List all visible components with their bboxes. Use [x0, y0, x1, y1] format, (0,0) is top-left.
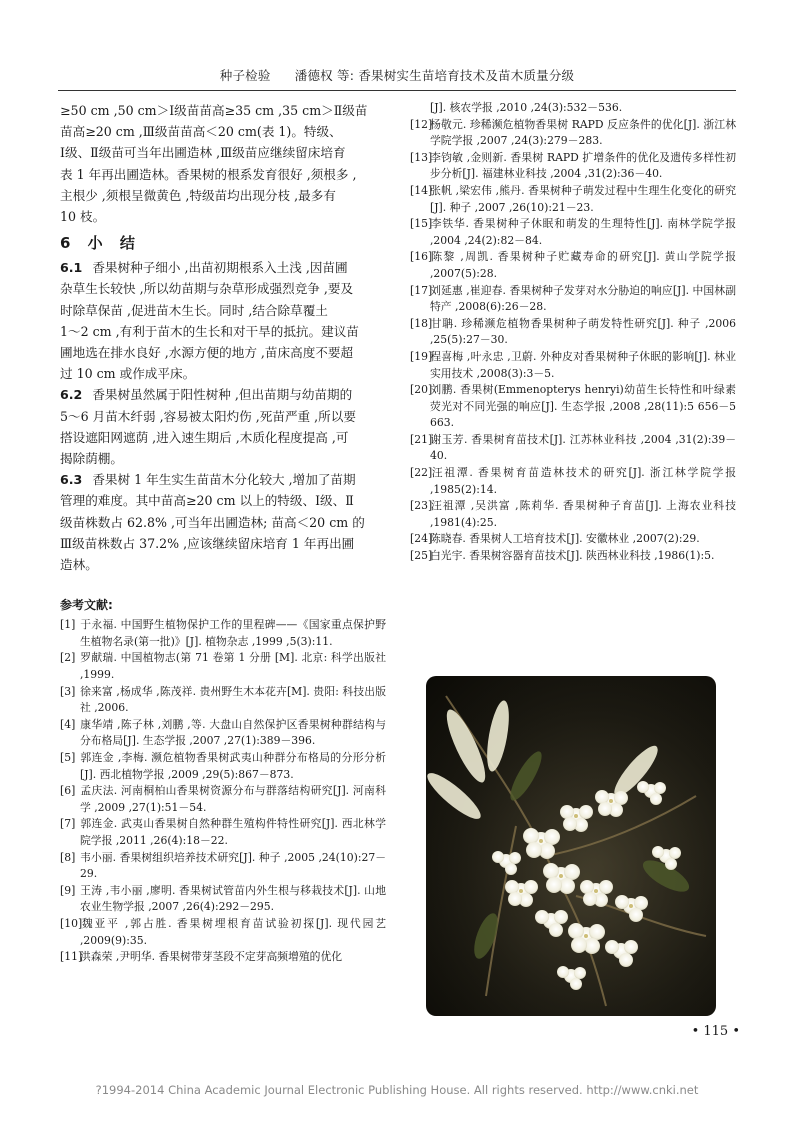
summary-line: 管理的难度。其中苗高≥20 cm 以上的特级、Ⅰ级、Ⅱ [60, 493, 354, 509]
reference-item: [16]陈黎 ,周凯. 香果树种子贮藏寿命的研究[J]. 黄山学院学报 ,2007(5):28. [410, 250, 736, 280]
summary-line: 过 10 cm 或作成平床。 [60, 366, 196, 382]
summary-line: 6.2 香果树虽然属于阳性树种 ,但出苗期与幼苗期的 [60, 387, 353, 403]
reference-item: [4] 康华靖 ,陈子林 ,刘鹏 ,等. 大盘山自然保护区香果树种群结构与分布格局[J]. 生态学报 ,2007 ,27(1):389－396. [60, 717, 386, 748]
reference-item: [22]汪祖潭. 香果树育苗造林技术的研究[J]. 浙江林学院学报 ,1985(2):14. [410, 466, 736, 496]
summary-line: 揭除荫棚。 [60, 451, 123, 467]
summary-line: 1～2 cm ,有利于苗木的生长和对干旱的抵抗。建议苗 [60, 323, 359, 339]
reference-item: [23]汪祖潭 ,吴洪富 ,陈莉华. 香果树种子育苗[J]. 上海农业科技 ,1981(4):25. [410, 499, 736, 529]
intro-paragraph [60, 100, 386, 227]
intro-line: Ⅰ级、Ⅱ级苗可当年出圃造林 ,Ⅲ级苗应继续留床培育 [60, 145, 346, 161]
references-heading: 参考文献: [60, 598, 113, 613]
reference-item: [6] 孟庆法. 河南桐柏山香果树资源分布与群落结构研究[J]. 河南科学 ,2009 ,27(1):51－54. [60, 784, 386, 814]
reference-item: [17]刘延惠 ,崔迎春. 香果树种子发芽对水分胁迫的响应[J]. 中国林副特产 ,2008(6):26－28. [410, 283, 736, 314]
reference-item: [10]魏亚平 ,郭占胜. 香果树埋根育苗试验初探[J]. 现代园艺 ,2009(9):35. [60, 916, 386, 947]
intro-line: 10 枝。 [60, 209, 106, 225]
intro-line: 表 1 年再出圃造林。香果树的根系发育很好 ,须根多 , [60, 166, 357, 182]
summary-line: 造林。 [60, 557, 98, 573]
reference-item: [5] 郭连金 ,李梅. 濒危植物香果树武夷山种群分布格局的分形分析[J]. 西北植物学报 ,2009 ,29(5):867－873. [60, 751, 386, 781]
summary-line: 圃地选在排水良好 ,水源方便的地方 ,苗床高度不要超 [60, 345, 354, 361]
reference-item: [11]洪森荣 ,尹明华. 香果树带芽茎段不定芽高频增殖的优化 [60, 950, 343, 964]
reference-item: [3] 徐来富 ,杨成华 ,陈茂祥. 贵州野生木本花卉[M]. 贵阳: 科技出版社 ,2006. [60, 684, 386, 715]
reference-item: [7] 郭连金. 武夷山香果树自然种群生殖构件特性研究[J]. 西北林学院学报 ,2011 ,26(4):18－22. [60, 817, 386, 847]
summary-number: 6.2 [60, 387, 83, 403]
header-rule [58, 90, 736, 91]
summary-line: 5～6 月苗木纤弱 ,容易被太阳灼伤 ,死苗严重 ,所以要 [60, 408, 356, 424]
reference-item: [12]杨敬元. 珍稀濒危植物香果树 RAPD 反应条件的优化[J]. 浙江林学院学报 ,2007 ,24(3):279－283. [410, 117, 736, 148]
summary-line: 级苗株数占 62.8% ,可当年出圃造林; 苗高＜20 cm 的 [60, 514, 365, 530]
summary-line: Ⅲ级苗株数占 37.2% ,应该继续留床培育 1 年再出圃 [60, 535, 355, 551]
left-column [60, 100, 386, 966]
flower-photo [426, 676, 716, 1016]
summary-line: 6.3 香果树 1 年生实生苗苗木分化较大 ,增加了苗期 [60, 472, 356, 488]
summary-6-2 [60, 384, 386, 469]
reference-item: [20]刘鹏. 香果树(Emmenopterys henryi)幼苗生长特性和叶绿素荧光对不同光强的响应[J]. 生态学报 ,2008 ,28(11):5 656－5 663. [410, 383, 736, 430]
intro-line: 苗高≥20 cm ,Ⅲ级苗苗高＜20 cm(表 1)。特级、 [60, 124, 342, 140]
reference-item: [8] 韦小丽. 香果树组织培养技术研究[J]. 种子 ,2005 ,24(10):27－29. [60, 850, 386, 881]
page-number: • 115 • [691, 1024, 740, 1039]
reference-item: [18]甘聃. 珍稀濒危植物香果树种子萌发特性研究[J]. 种子 ,2006 ,25(5):27－30. [410, 316, 736, 347]
intro-line: ≥50 cm ,50 cm＞Ⅰ级苗苗高≥35 cm ,35 cm＞Ⅱ级苗 [60, 103, 368, 118]
reference-item: [1] 于永福. 中国野生植物保护工作的里程碑——《国家重点保护野生植物名录(第一批)》[J]. 植物杂志 ,1999 ,5(3):11. [60, 618, 386, 648]
section-heading: 6 小 结 [60, 234, 141, 253]
summary-line: 杂草生长较快 ,所以幼苗期与杂草形成强烈竞争 ,要及 [60, 281, 354, 297]
summary-line: 时除草保苗 ,促进苗木生长。同时 ,结合除草覆土 [60, 302, 328, 318]
flower-illustration [426, 676, 716, 1016]
right-column [410, 100, 736, 565]
reference-list-left [60, 617, 386, 965]
summary-6-1 [60, 257, 386, 384]
summary-line: 搭设遮阳网遮荫 ,进入速生期后 ,木质化程度提高 ,可 [60, 429, 349, 445]
copyright-footer: ?1994-2014 China Academic Journal Electronic Publishing House. All rights reserved. http://www.cnki.net [95, 1083, 699, 1097]
intro-line: 主根少 ,须根呈微黄色 ,特级苗均出现分枝 ,最多有 [60, 187, 336, 203]
reference-item: [9] 王涛 ,韦小丽 ,廖明. 香果树试管苗内外生根与移栽技术[J]. 山地农业生物学报 ,2007 ,26(4):292－295. [60, 883, 386, 914]
reference-list-right [410, 100, 736, 565]
reference-item: [15]李铁华. 香果树种子休眠和萌发的生理特性[J]. 南林学院学报 ,2004 ,24(2):82－84. [410, 217, 736, 247]
journal-name: 种子检验 [219, 68, 271, 83]
summary-number: 6.1 [60, 260, 83, 276]
reference-item: [25]白光宇. 香果树容器育苗技术[J]. 陕西林业科技 ,1986(1):5. [410, 549, 715, 563]
summary-6-3 [60, 469, 386, 575]
reference-item: [J]. 核农学报 ,2010 ,24(3):532－536. [430, 101, 623, 114]
reference-item: [2] 罗献瑞. 中国植物志(第 71 卷第 1 分册 [M]. 北京: 科学出版社 ,1999. [60, 651, 386, 682]
reference-item: [24]陈晓春. 香果树人工培育技术[J]. 安徽林业 ,2007(2):29. [410, 532, 700, 546]
reference-item: [21]谢玉芳. 香果树育苗技术[J]. 江苏林业科技 ,2004 ,31(2):39－40. [410, 432, 736, 463]
summary-number: 6.3 [60, 472, 83, 488]
reference-item: [19]程喜梅 ,叶永忠 ,卫蔚. 外种皮对香果树种子休眠的影响[J]. 林业实用技术 ,2008(3):3－5. [410, 349, 736, 380]
reference-item: [13]李钧敏 ,金则新. 香果树 RAPD 扩增条件的优化及遗传多样性初步分析[J]. 福建林业科技 ,2004 ,31(2):36－40. [410, 150, 736, 181]
running-header [58, 66, 736, 86]
reference-item: [14]张帆 ,梁宏伟 ,熊丹. 香果树种子萌发过程中生理生化变化的研究[J]. 种子 ,2007 ,26(10):21－23. [410, 183, 736, 214]
summary-line: 6.1 香果树种子细小 ,出苗初期根系入土浅 ,因苗圃 [60, 260, 348, 276]
article-authors-title: 潘德权 等: 香果树实生苗培育技术及苗木质量分级 [294, 68, 575, 83]
